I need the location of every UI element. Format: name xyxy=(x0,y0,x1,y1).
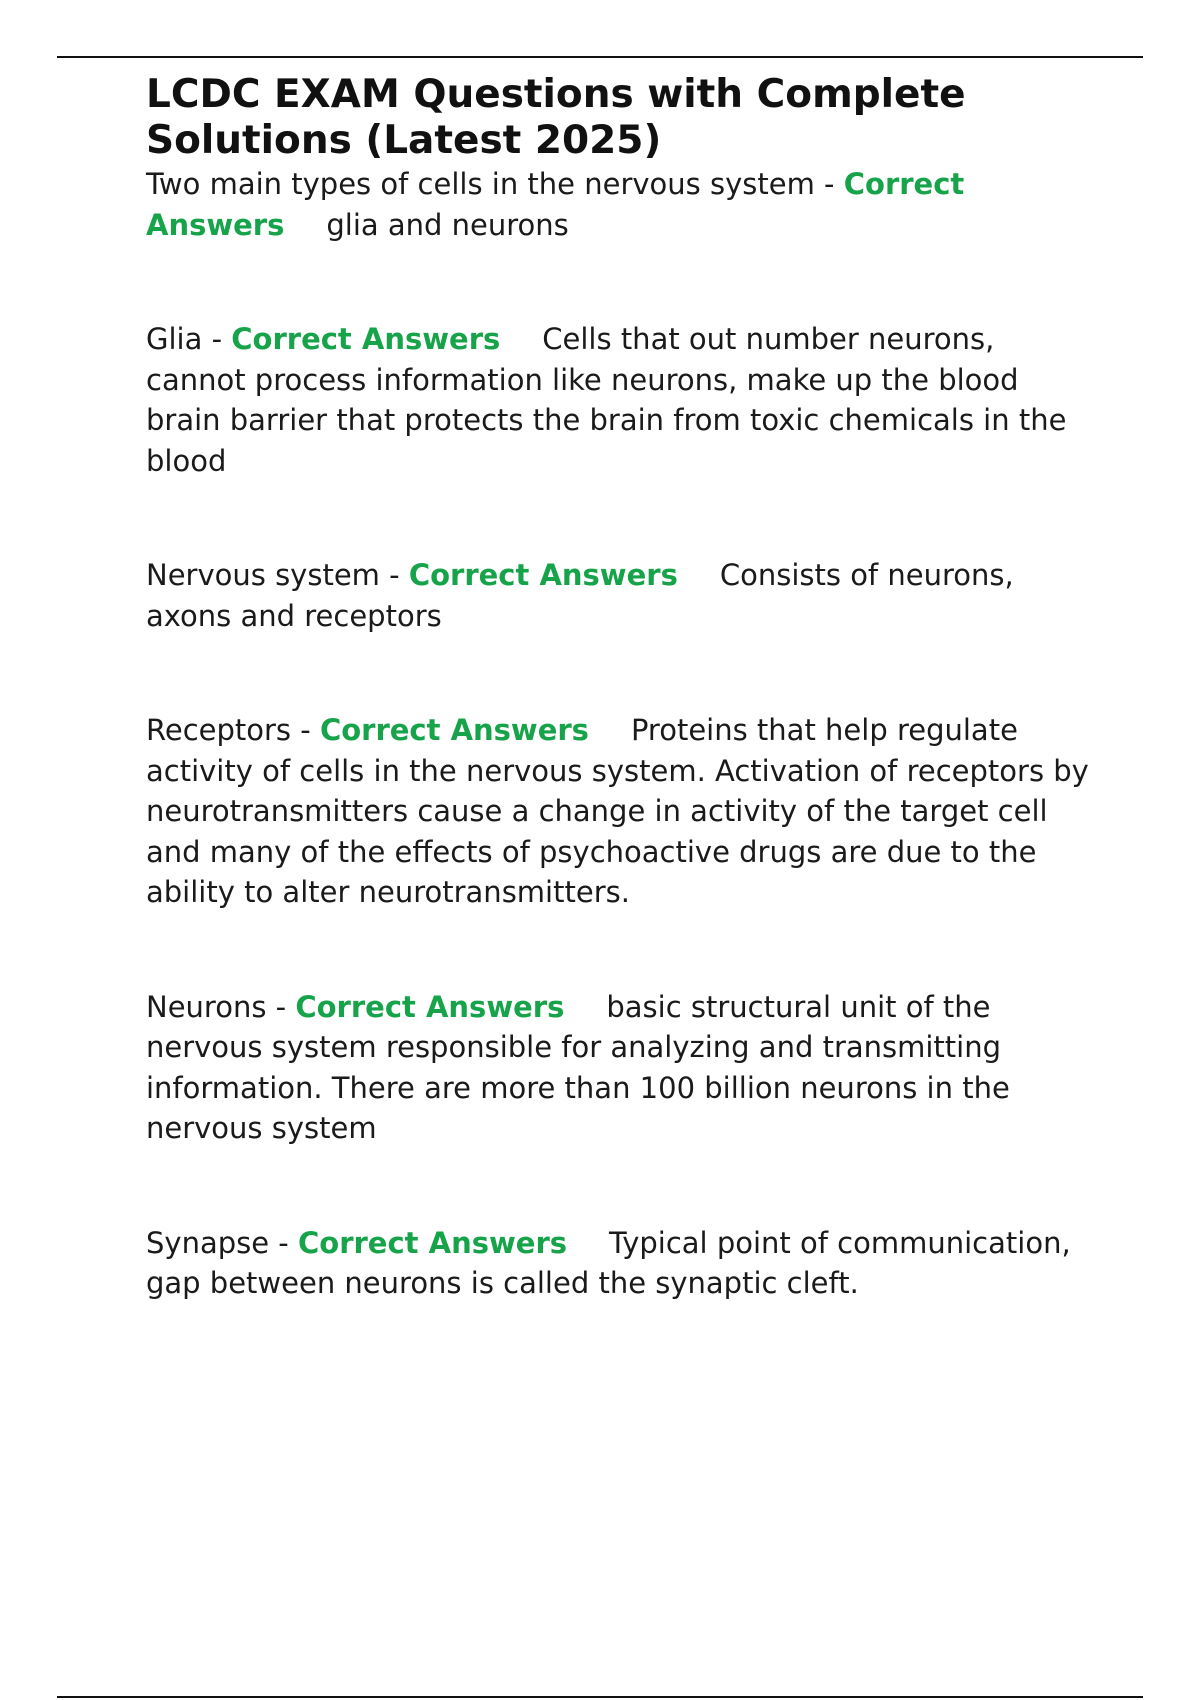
entry-term: Synapse xyxy=(146,1225,270,1260)
qa-entry xyxy=(146,164,1096,245)
qa-entry xyxy=(146,319,1096,481)
answer-label: Correct Answers xyxy=(231,322,501,356)
entry-term: Nervous system xyxy=(146,558,380,592)
separator: - xyxy=(379,558,409,592)
answer-label: Correct Answers xyxy=(295,989,565,1024)
entry-term: Glia xyxy=(146,322,203,356)
entry-term: Neurons xyxy=(146,989,267,1024)
answer-label: Correct Answers xyxy=(319,713,589,747)
separator: - xyxy=(814,167,844,201)
entry-definition: basic structural unit of the nervous system responsible for analyzing and transmitting information. There are more than 100 billion neurons in the nervous system xyxy=(146,989,1010,1145)
document-title: LCDC EXAM Questions with Complete Solutions (Latest 2025) xyxy=(146,72,966,163)
document-body xyxy=(146,72,1096,1304)
separator: - xyxy=(266,989,296,1024)
answer-label: Correct Answers xyxy=(298,1225,568,1260)
qa-entry xyxy=(146,710,1096,913)
bottom-divider xyxy=(57,1696,1143,1698)
entry-definition: Typical point of communication, gap between neurons is called the synaptic cleft. xyxy=(146,1225,1071,1300)
top-divider xyxy=(57,56,1143,58)
separator: - xyxy=(291,713,320,747)
answer-label: Correct Answers xyxy=(408,558,678,592)
separator: - xyxy=(202,322,232,356)
entry-definition: glia and neurons xyxy=(326,207,569,242)
entry-definition: Cells that out number neurons, cannot process information like neurons, make up the blood brain barrier that protects the brain from toxic chemicals in the blood xyxy=(146,322,1067,478)
qa-entry xyxy=(146,1223,1096,1304)
entry-term: Receptors xyxy=(146,713,292,747)
separator: - xyxy=(269,1225,298,1260)
entry-definition: Proteins that help regulate activity of cells in the nervous system. Activation of receptors by neurotransmitters cause a change in activity of the target cell and many of the effects of psychoactive drugs are due to the ability to alter neurotransmitters. xyxy=(146,713,1089,909)
entry-definition: Consists of neurons, axons and receptors xyxy=(146,558,1014,633)
answer-label: Correct Answers xyxy=(146,167,965,242)
qa-entry xyxy=(146,555,1096,636)
entry-term: Two main types of cells in the nervous system xyxy=(146,167,815,201)
qa-entry xyxy=(146,987,1096,1149)
